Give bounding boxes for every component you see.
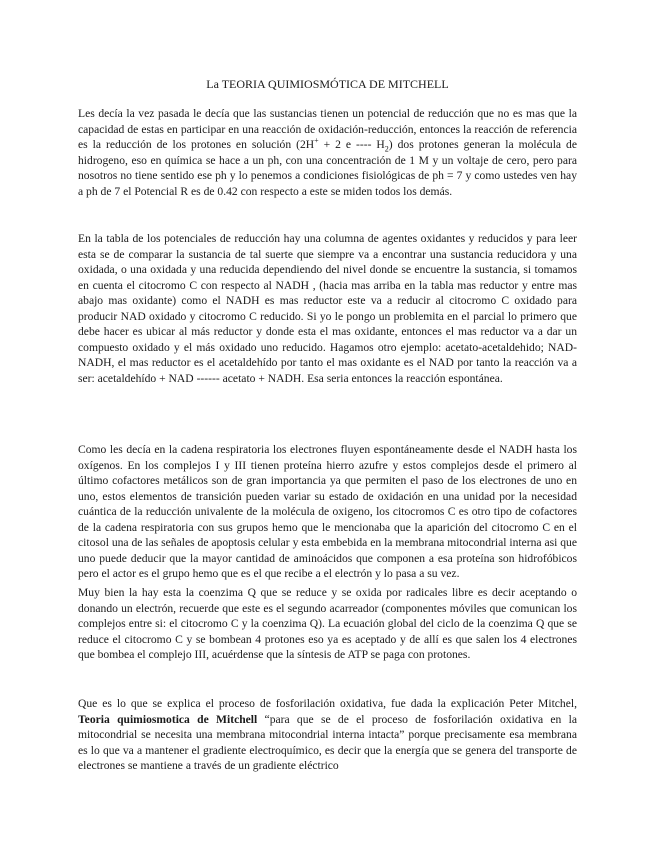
paragraph-oxidative-phosphorylation bbox=[78, 696, 577, 774]
paragraph-text: “para que se de el proceso de fosforilación oxidativa en la mitocondrial se necesita una membrana mitocondrial interna intacta” porque precisamente esa membrana es lo que va a mantener el gradiente electroquímico, es decir que la energía que se genera del transporte de electrones se mantiene a través de un gradiente eléctrico bbox=[78, 712, 577, 772]
paragraph-reduction-table: En la tabla de los potenciales de reducción hay una columna de agentes oxidantes y reducidos y para leer esta se de comparar la sustancia de tal suerte que siempre va a encontrar una sustancia reducidora y una oxidada, o una oxidada y una reducida dependiendo del nivel donde se encuentre la sustancia, si tomamos en cuenta el citocromo C con respecto al NADH , (hacia mas arriba en la tabla mas reductor y entre mas abajo mas oxidante) como el NADH es mas reductor este va a reducir al citocromo C oxidado para producir NAD oxidado y citocromo C reducido. Si yo le pongo un problemita en el parcial lo primero que debe hacer es ubicar al más reductor y donde esta el mas oxidante, entonces el mas reductor va a dar un compuesto oxidado y el más oxidado uno reducido. Hagamos otro ejemplo: acetato-acetaldehido; NAD-NADH, el mas reductor es el acetaldehído por tanto el mas oxidante es el NAD por tanto la reacción va a ser: acetaldehído + NAD ------ acetato + NADH. Esa seria entonces la reacción espontánea. bbox=[78, 232, 577, 385]
paragraph-text: + 2 e ---- H bbox=[318, 138, 385, 151]
document-title: La TEORIA QUIMIOSMÓTICA DE MITCHELL bbox=[206, 77, 449, 91]
subscript-two: 2 bbox=[384, 144, 389, 154]
paragraph-text: ) dos protones generan la molécula de hidrogeno, eso en química se hace a un ph, con una concentración de 1 M y un voltaje de cero, pero para nosotros no tiene sentido ese ph y lo penemos a condiciones fisiológicas de ph = 7 y como ustedes ven hay a ph de 7 el Potencial R es de 0.42 con respecto a este se miden todos los demás. bbox=[78, 138, 577, 198]
paragraph-reduction-potential bbox=[78, 106, 577, 199]
paragraph-coenzyme-q: Muy bien la hay esta la coenzima Q que se reduce y se oxida por radicales libre es decir aceptando o donando un electrón, recuerde que este es el segundo acarreador (componentes móviles que comunican los complejos entre si: el citocromo C y la coenzima Q). La ecuación global del ciclo de la coenzima Q que se reduce el citocromo C y se bombean 4 protones eso ya es aceptado y de allí es que salen los 4 electrones que bombea el complejo III, acuérdense que la síntesis de ATP se paga con protones. bbox=[78, 586, 577, 661]
paragraph-respiratory-chain: Como les decía en la cadena respiratoria los electrones fluyen espontáneamente desde el NADH hasta los oxígenos. En los complejos I y III tienen proteína hierro azufre y estos complejos desde el primero al último cofactores metálicos son de gran importancia ya que permiten el paso de los electrones de uno en uno, estos elementos de transición pueden variar su estado de oxidación en una unidad por la necesidad cuántica de la reducción univalente de la molécula de oxigeno, los citocromos C es otro tipo de cofactores de la cadena respiratoria con sus grupos hemo que le mencionaba que la aparición del citocromo C en el citosol una de las señales de apoptosis celular y esta embebida en la membrana mitocondrial interna asi que uno puede deducir que la mayor cantidad de aminoácidos que componen a esa proteína son hidrofóbicos pero el actor es el grupo hemo que es el que recibe a el electrón y lo pasa a su vez. bbox=[78, 443, 577, 580]
paragraph-text: Que es lo que se explica el proceso de fosforilación oxidativa, fue dada la explicación Peter Mitchel, bbox=[78, 697, 577, 710]
superscript-plus: + bbox=[314, 136, 319, 146]
paragraph-text: Les decía la vez pasada le decía que las sustancias tienen un potencial de reducción que no es mas que la capacidad de estas en participar en una reacción de oxidación-reducción, entonces la reacción de referencia es la reducción de los protones en solución (2H bbox=[78, 107, 577, 151]
bold-theory-name: Teoria quimiosmotica de Mitchell bbox=[78, 712, 258, 726]
